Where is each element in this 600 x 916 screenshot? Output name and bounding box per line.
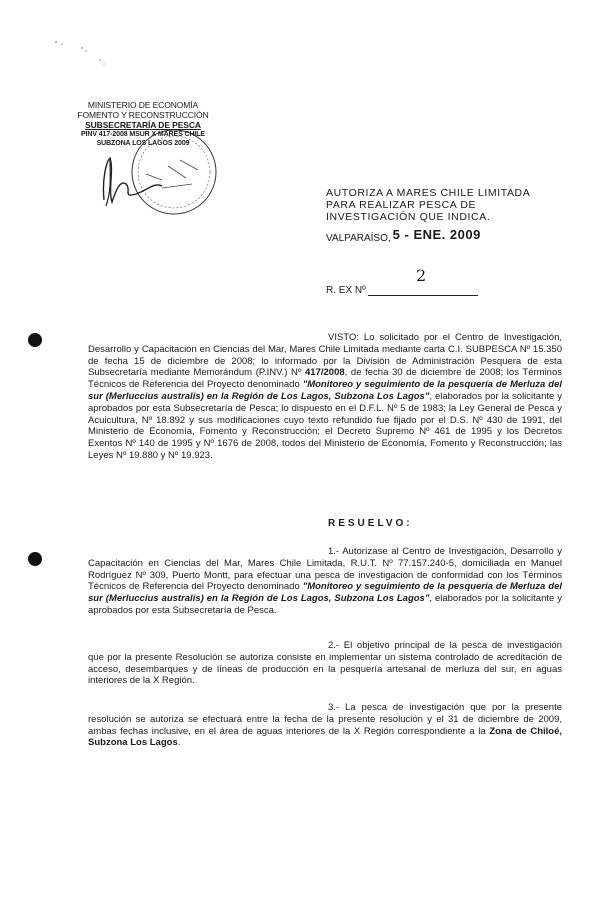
city: VALPARAÍSO,	[326, 233, 391, 244]
document-title: AUTORIZA A MARES CHILE LIMITADA PARA REALIZAR PESCA DE INVESTIGACIÓN QUE INDICA.	[326, 187, 530, 223]
resolution-label-text: R. EX Nº	[326, 285, 366, 296]
visto-text-b: , de fecha 30 de diciembre de 2008; los Términos Técnicos de Referencia del Proyecto denominado	[88, 367, 563, 391]
item-1-text-a: 1.- Autorízase al Centro de Investigación, Desarrollo y Capacitación en Ciencias del Mar, Mares Chile Limitada, R.U.T. Nº 77.157.240-5, domiciliada en Manuel Rodríguez Nº 309, Puerto Montt, para efectuar una pesca de investigación de conformidad con los Términos Técnicos de Referencia del Proyecto denominado	[88, 546, 562, 593]
resolution-number: 2	[416, 266, 427, 285]
visto-text-c: , elaborados por la solicitante y aprobados por esta Subsecretaría de Pesca; lo dispuesto en el D.F.L. Nº 5 de 1983; la Ley General de Pesca y Acuicultura, Nº 18.892 y sus modificaciones cuyo texto refundido fue fijado por el D.S. Nº 430 de 1991, del Ministerio de Economía, Fomento y Reconstrucción; el Decreto Supremo Nº 461 de 1995 y los Decretos Exentos Nº 140 de 1995 y Nº 1676 de 2008, todos del Ministerio de Economía, Fomento y Reconstrucción; las Leyes Nº 19.880 y Nº 19.923.	[88, 390, 563, 461]
ministry-line-2: FOMENTO Y RECONSTRUCCIÓN	[77, 110, 209, 120]
punch-hole-top	[28, 333, 42, 347]
item-1-paragraph	[88, 546, 562, 617]
visto-label: VISTO:	[328, 332, 359, 343]
item-3-paragraph	[88, 702, 562, 749]
subsecretaria-line: SUBSECRETARÍA DE PESCA	[85, 120, 201, 130]
item-2-paragraph	[88, 640, 562, 687]
item-3-zone: Zona de Chiloé, Subzona Los Lagos	[88, 725, 562, 749]
memo-number: 417/2008	[305, 367, 345, 379]
visto-paragraph	[88, 332, 562, 462]
resolution-number-line	[368, 285, 478, 296]
reference-line-1: PINV 417-2008 MSUR X MARES CHILE	[80, 131, 205, 138]
item-3-text-a: 3.- La pesca de investigación que por la presente resolución se autoriza se efectuará entre la fecha de la presente resolución y el 31 de diciembre de 2009, ambas fechas inclusive, en el área de aguas interiores de la X Región correspondiente a la	[88, 702, 562, 737]
visto-text-a: Lo solicitado por el Centro de Investigación, Desarrollo y Capacitación en Ciencias del Mar, Mares Chile Limitada mediante carta C.I. SUBPESCA Nº 15.350 de fecha 15 de diciembre de 2008; lo informado por la División de Administración Pesquera de esta Subsecretaría mediante Memorándum (P.INV.) Nº	[88, 332, 562, 379]
resuelvo-heading: RESUELVO:	[328, 518, 413, 529]
punch-hole-bottom	[28, 552, 42, 566]
item-1-text-b: , elaborados por la solicitante y aprobados por esta Subsecretaría de Pesca.	[88, 593, 563, 616]
handwritten-signature	[92, 150, 182, 210]
date-stamp: 5 - ENE. 2009	[392, 227, 481, 242]
visto-project-name: "Monitoreo y seguimiento de la pesquería de Merluza del sur (Merluccius australis) en la Región de Los Lagos, Subzona Los Lagos"	[88, 379, 562, 402]
item-3-text-b: .	[177, 737, 181, 749]
item-2-text: 2.- El objetivo principal de la pesca de investigación que por la presente Resolución se autoriza consiste en implementar un sistema controlado de acreditación de acceso, desembarques y de líneas de producción en la pesquería artesanal de merluza del sur, en aguas interiores de la X Región.	[88, 640, 562, 687]
item-1-project-name: "Monitoreo y seguimiento de la pesquería de Merluza del sur (Merluccius australis) en la Región de Los Lagos, Subzona Los Lagos"	[88, 581, 562, 605]
ministry-line-1: MINISTERIO DE ECONOMÍA	[87, 100, 199, 110]
scan-marks	[48, 38, 108, 68]
reference-line-2: SUBZONA LOS LAGOS 2009	[96, 140, 190, 147]
resolution-label	[326, 285, 478, 296]
place-date	[326, 229, 481, 244]
